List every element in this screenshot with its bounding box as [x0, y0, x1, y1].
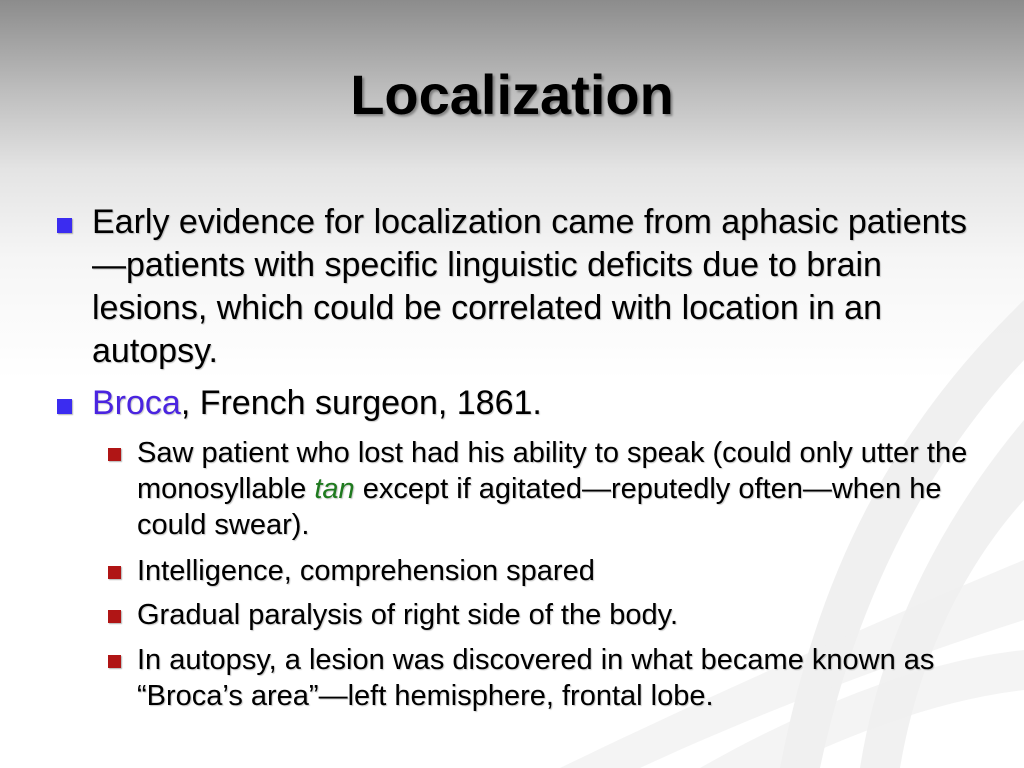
sub-bullet-autopsy: In autopsy, a lesion was discovered in what became known as “Broca’s area”—left hemisphere, frontal lobe.: [137, 644, 935, 712]
broca-description: , French surgeon, 1861.: [180, 384, 542, 422]
bullet-square-icon: [57, 218, 72, 233]
sub-bullet-square-icon: [108, 448, 121, 461]
sub1-text-before: Saw patient who lost had his ability to speak (could only utter the monosyllable: [137, 437, 968, 505]
sub-bullet-square-icon: [108, 610, 121, 623]
bullet-early-evidence: Early evidence for localization came from aphasic patients—patients with specific linguistic deficits due to brain lesions, which could be correlated with location in an autopsy.: [92, 203, 967, 370]
tan-word: tan: [314, 473, 355, 505]
sub-bullet-square-icon: [108, 566, 121, 579]
sub-bullet-intelligence: Intelligence, comprehension spared: [137, 555, 595, 587]
sub-bullet-paralysis: Gradual paralysis of right side of the body.: [137, 599, 679, 631]
sub1-text-after: except if agitated—reputedly often—when he could swear).: [137, 473, 942, 541]
sub-bullet-saw-patient: [137, 435, 997, 543]
bullet-broca: [92, 382, 982, 425]
slide-title: Localization: [350, 63, 674, 126]
broca-link[interactable]: Broca: [92, 384, 181, 422]
sub-bullet-square-icon: [108, 655, 121, 668]
bullet-square-icon: [57, 399, 72, 414]
